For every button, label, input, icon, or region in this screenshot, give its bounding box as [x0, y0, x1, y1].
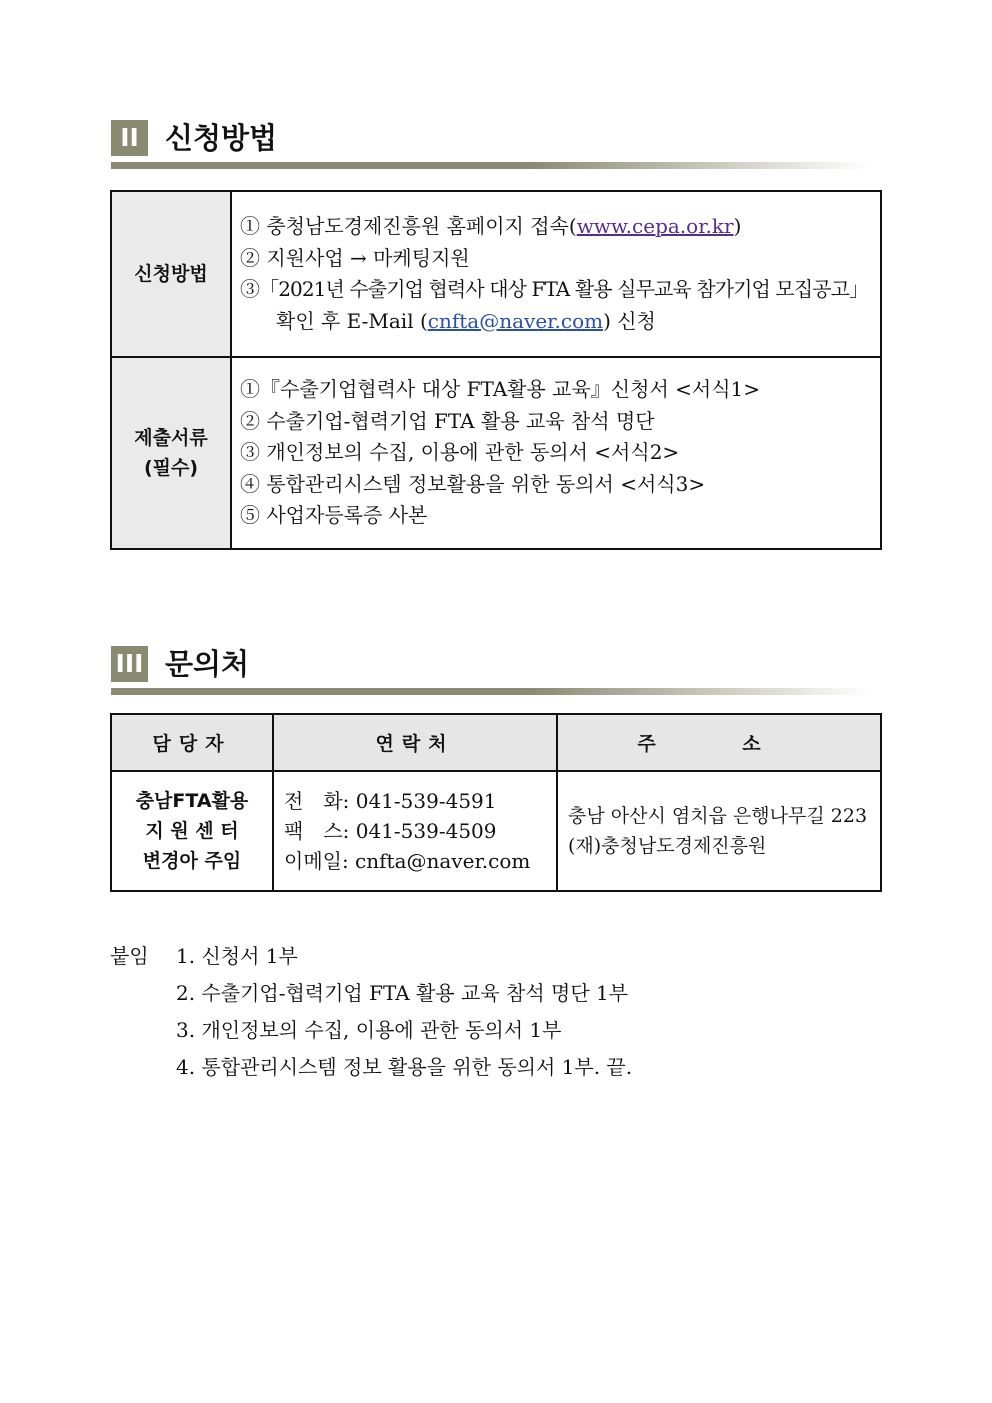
attachment-item: 3. 개인정보의 수집, 이용에 관한 동의서 1부	[176, 1018, 562, 1042]
header-contact: 연락처	[273, 714, 557, 771]
attachment-item: 2. 수출기업-협력기업 FTA 활용 교육 참석 명단 1부	[176, 981, 629, 1005]
method-line-3: ③「2021년 수출기업 협력사 대상 FTA 활용 실무교육 참가기업 모집공고」	[240, 277, 869, 301]
section-number-badge: II	[111, 120, 148, 156]
attachments-label: 붙임	[110, 944, 149, 968]
attachments	[110, 938, 632, 1086]
section-divider	[111, 688, 871, 695]
contact-cell	[273, 771, 557, 891]
section-divider	[111, 162, 871, 169]
method-line-1: ① 충청남도경제진흥원 홈페이지 접속(www.cepa.or.kr)	[240, 214, 742, 238]
method-line-4: 확인 후 E-Mail (cnfta@naver.com) 신청	[276, 308, 656, 333]
person-cell: 충남FTA활용 지 원 센 터 변경아 주임	[111, 771, 273, 891]
phone-line: 전 화: 041-539-4591	[284, 789, 497, 813]
method-label: 신청방법	[111, 191, 231, 357]
section-title: 신청방법	[165, 121, 278, 155]
attachment-item: 붙임 1. 신청서 1부	[110, 938, 632, 975]
homepage-link[interactable]: www.cepa.or.kr	[576, 214, 734, 238]
email-line: 이메일: cnfta@naver.com	[284, 849, 531, 873]
email-link[interactable]: cnfta@naver.com	[427, 308, 604, 333]
docs-item: ④ 통합관리시스템 정보활용을 위한 동의서 <서식3>	[240, 471, 706, 496]
method-content	[231, 191, 881, 357]
docs-content	[231, 357, 881, 549]
section-title: 문의처	[165, 647, 250, 681]
header-address: 주 소	[557, 714, 881, 771]
docs-item: ①『수출기업협력사 대상 FTA활용 교육』신청서 <서식1>	[240, 377, 760, 402]
method-line-2: ② 지원사업 → 마케팅지원	[240, 245, 470, 270]
fax-line: 팩 스: 041-539-4509	[284, 819, 497, 843]
attachment-item: 4. 통합관리시스템 정보 활용을 위한 동의서 1부. 끝.	[176, 1055, 633, 1079]
contact-table	[110, 713, 882, 892]
docs-item: ② 수출기업-협력기업 FTA 활용 교육 참석 명단	[240, 408, 655, 433]
header-person: 담당자	[111, 714, 273, 771]
section-number-badge: III	[111, 646, 148, 682]
application-method-table	[110, 190, 882, 550]
docs-item: ⑤ 사업자등록증 사본	[240, 503, 428, 528]
address-cell: 충남 아산시 염치읍 은행나무길 223 (재)충청남도경제진흥원	[557, 771, 881, 891]
docs-label: 제출서류 (필수)	[111, 357, 231, 549]
docs-item: ③ 개인정보의 수집, 이용에 관한 동의서 <서식2>	[240, 440, 680, 465]
